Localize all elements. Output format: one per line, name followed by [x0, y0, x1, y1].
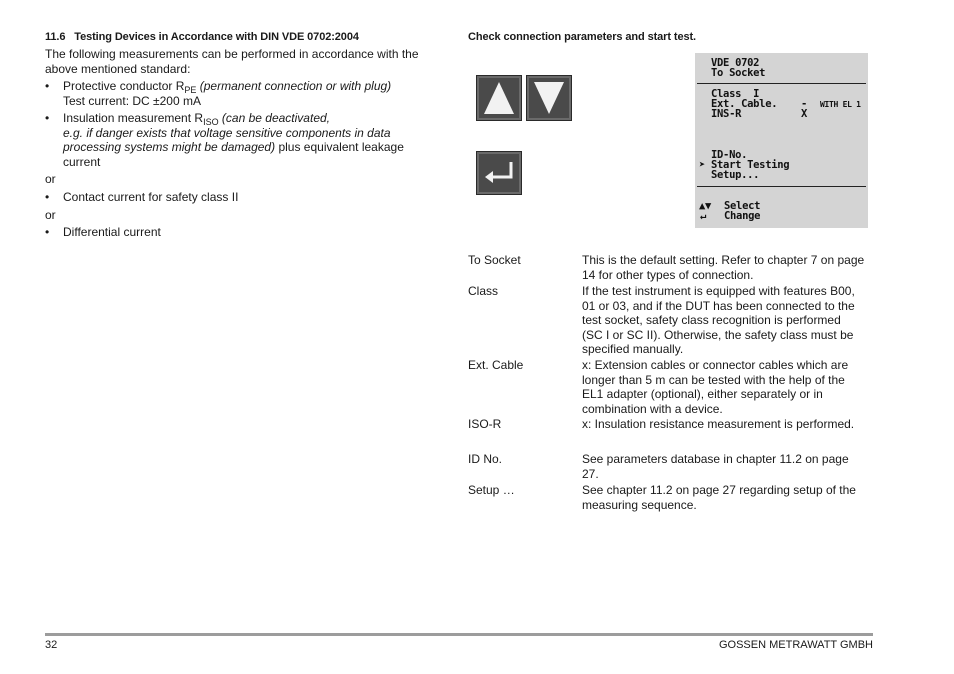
section-number: 11.6 [45, 31, 66, 43]
subscript-pe: PE [184, 85, 197, 95]
lcd-connection: To Socket [711, 67, 766, 79]
bullet-2-line-4: current [63, 154, 101, 169]
bullet-2-text: Insulation measurement R [63, 111, 204, 125]
param-key: ISO-R [468, 417, 502, 431]
company-name: GOSSEN METRAWATT GMBH [718, 639, 873, 651]
up-triangle-icon [477, 76, 521, 120]
lcd-ins-r-value: X [801, 108, 808, 120]
enter-arrow-icon [477, 152, 521, 194]
bullet-1-mark: • [45, 79, 50, 93]
param-desc-line: See chapter 11.2 on page 27 regarding setup of the [582, 483, 856, 497]
param-desc-line: measuring sequence. [582, 497, 697, 512]
bullet-2-mark: • [45, 111, 50, 125]
param-key: Setup … [468, 483, 515, 497]
up-key[interactable] [476, 75, 522, 121]
lcd-ext-cable-value: - [801, 98, 808, 110]
lcd-class: Class I [711, 88, 760, 100]
param-desc-line: (SC I or SC II). Otherwise, the safety class must be [582, 327, 854, 342]
bullet-2-line-3-italic: processing systems might be damaged) [63, 140, 276, 154]
param-desc-line: If the test instrument is equipped with features B00, [582, 284, 855, 298]
enter-key[interactable] [476, 151, 522, 195]
bullet-4-mark: • [45, 225, 50, 239]
param-desc [582, 452, 874, 481]
section-heading [45, 31, 359, 43]
right-heading: Check connection parameters and start test. [468, 31, 696, 43]
or-text-1: or [45, 172, 56, 186]
param-key: To Socket [468, 253, 521, 267]
or-text-2: or [45, 208, 56, 222]
bullet-4: Differential current [63, 225, 161, 239]
bullet-1 [63, 79, 391, 108]
param-desc [582, 358, 874, 416]
param-desc-line: test socket, safety class recognition is performed [582, 313, 841, 327]
bullet-2-line-2: e.g. if danger exists that voltage sensitive components in data [63, 125, 391, 140]
bullet-1-line-2: Test current: DC ±200 mA [63, 93, 201, 108]
param-desc-line: 27. [582, 466, 599, 481]
lcd-enter-icon: ↵ [700, 210, 707, 222]
lcd-id-no[interactable]: ID-No. [711, 149, 748, 161]
bullet-3: Contact current for safety class II [63, 190, 239, 204]
lcd-start-testing[interactable]: Start Testing [711, 159, 790, 171]
lcd-display [695, 53, 868, 228]
intro-line-2: above mentioned standard: [45, 61, 191, 76]
page-number: 32 [45, 639, 58, 651]
lcd-divider-2 [697, 186, 866, 187]
bullet-2-line-3: plus equivalent leakage [275, 140, 404, 154]
param-desc-line: 14 for other types of connection. [582, 267, 754, 282]
param-key: Ext. Cable [468, 358, 524, 372]
lcd-select-hint: Select [724, 200, 761, 212]
footer-rule [45, 633, 873, 636]
param-desc-line: See parameters database in chapter 11.2 on page [582, 452, 849, 466]
param-desc-line: x: Extension cables or connector cables which are [582, 358, 849, 372]
intro-text [45, 47, 419, 76]
down-triangle-icon [527, 76, 571, 120]
param-desc-line: longer than 5 m can be tested with the help of the [582, 372, 845, 387]
param-desc-line: This is the default setting. Refer to chapter 7 on page [582, 253, 865, 267]
lcd-divider-1 [697, 83, 866, 84]
lcd-cursor-icon: ➤ [699, 159, 706, 171]
param-desc [582, 417, 874, 432]
section-title: Testing Devices in Accordance with DIN VDE 0702:2004 [74, 31, 359, 43]
lcd-setup[interactable]: Setup... [711, 169, 760, 181]
subscript-iso: ISO [203, 117, 219, 127]
down-key[interactable] [526, 75, 572, 121]
lcd-title: VDE 0702 [711, 57, 760, 69]
param-desc [582, 284, 874, 357]
param-desc-line: specified manually. [582, 342, 684, 356]
param-desc-line: EL1 adapter (optional), either separately or in [582, 387, 823, 401]
bullet-1-italic: (permanent connection or with plug) [196, 79, 392, 93]
param-desc [582, 483, 874, 512]
param-desc [582, 253, 874, 282]
bullet-2 [63, 111, 404, 169]
bullet-3-mark: • [45, 190, 50, 204]
param-desc-line: 01 or 03, and if the DUT has been connected to the [582, 298, 855, 313]
param-desc-line: x: Insulation resistance measurement is performed. [582, 417, 855, 431]
lcd-arrows-icon: ▲▼ [699, 200, 712, 212]
param-key: ID No. [468, 452, 503, 466]
intro-line-1: The following measurements can be performed in accordance with the [45, 47, 419, 61]
lcd-change-hint: Change [724, 210, 761, 222]
lcd-with-el1: WITH EL 1 [820, 100, 861, 109]
param-desc-line: combination with a device. [582, 401, 723, 416]
bullet-1-text: Protective conductor R [63, 79, 185, 93]
lcd-ext-cable: Ext. Cable. [711, 98, 778, 110]
param-key: Class [468, 284, 499, 298]
bullet-2-italic: (can be deactivated, [218, 111, 330, 125]
lcd-ins-r: INS-R [711, 108, 742, 120]
